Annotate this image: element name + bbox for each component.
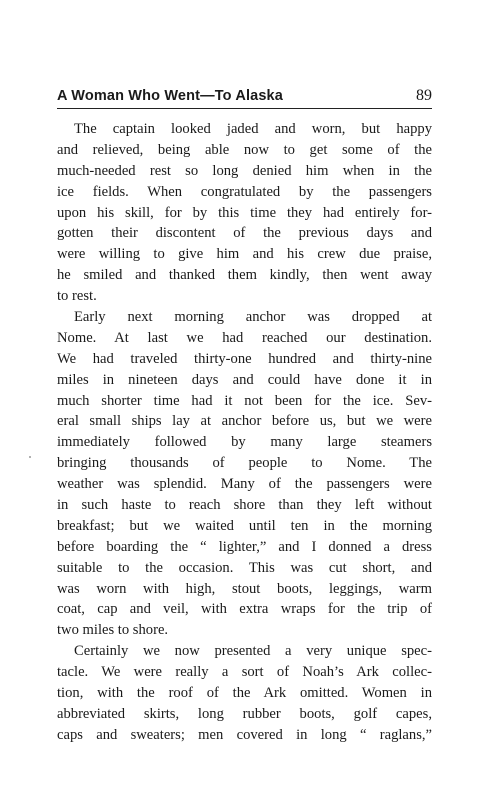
text-line: and relieved, being able now to get some of the <box>57 141 432 158</box>
text-line: upon his skill, for by this time they had entirely for- <box>57 204 432 221</box>
text-line: immediately followed by many large steamers <box>57 434 432 451</box>
text-line: tion, with the roof of the Ark omitted. Women in <box>57 685 432 702</box>
text-line: We had traveled thirty-one hundred and thirty-nine <box>57 350 432 367</box>
text-line: gotten their discontent of the previous days and <box>57 225 432 242</box>
text-line: he smiled and thanked them kindly, then went away <box>57 267 432 284</box>
text-line: suitable to the occasion. This was cut short, and <box>57 559 432 576</box>
text-line: was worn with high, stout boots, leggings, warm <box>57 580 432 597</box>
text-line: in such haste to reach shore than they left without <box>57 497 432 514</box>
running-title: A Woman Who Went—To Alaska <box>57 88 283 104</box>
text-line: bringing thousands of people to Nome. The <box>57 455 432 472</box>
paper-speck <box>29 456 31 458</box>
text-line: abbreviated skirts, long rubber boots, golf capes, <box>57 705 432 722</box>
text-line: The captain looked jaded and worn, but happy <box>74 121 432 137</box>
text-line: ice fields. When congratulated by the passengers <box>57 183 432 200</box>
text-line: eral small ships lay at anchor before us, but we were <box>57 413 432 430</box>
text-line: caps and sweaters; men covered in long “ raglans,” <box>57 726 432 743</box>
text-line: tacle. We were really a sort of Noah’s Ark collec- <box>57 664 432 681</box>
text-line: were willing to give him and his crew due praise, <box>57 246 432 263</box>
running-head <box>57 88 432 108</box>
text-line: weather was splendid. Many of the passengers were <box>57 476 432 493</box>
text-line: breakfast; but we waited until ten in the morning <box>57 517 432 534</box>
text-line: Certainly we now presented a very unique spec- <box>74 643 432 660</box>
text-line: much shorter time had it not been for the ice. Sev- <box>57 392 432 409</box>
text-line: two miles to shore. <box>57 622 169 639</box>
text-line: to rest. <box>57 288 97 305</box>
text-line: miles in nineteen days and could have done it in <box>57 371 432 388</box>
page-number: 89 <box>416 87 432 104</box>
text-line: before boarding the “ lighter,” and I donned a dress <box>57 538 432 555</box>
text-line: much-needed rest so long denied him when in the <box>57 162 432 179</box>
text-line: coat, cap and veil, with extra wraps for the trip of <box>57 601 432 618</box>
text-line: Nome. At last we had reached our destination. <box>57 329 432 346</box>
body-text <box>57 119 432 746</box>
text-line: Early next morning anchor was dropped at <box>74 309 432 326</box>
header-rule <box>57 108 432 109</box>
